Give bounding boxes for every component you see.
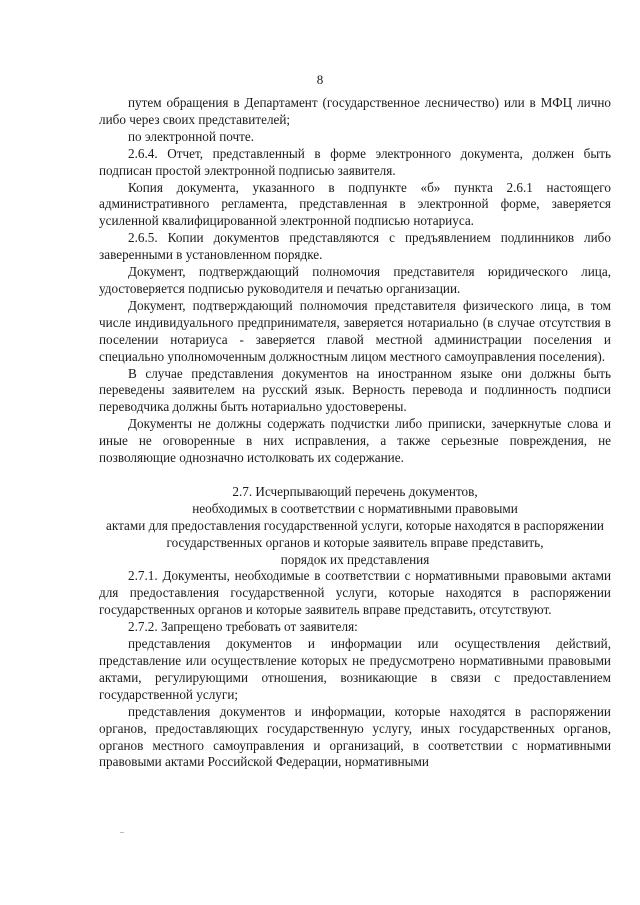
- document-body: [99, 95, 611, 771]
- paragraph: Документ, подтверждающий полномочия представителя юридического лица, удостоверяется подписью руководителя и печатью организации.: [99, 264, 611, 296]
- paragraph: представления документов и информации или осуществления действий, представление или осуществление которых не предусмотрено нормативными правовыми актами, регулирующими отношения, возникающие в связи с предоставлением государственной услуги;: [99, 636, 611, 702]
- paragraph: Документы не должны содержать подчистки либо приписки, зачеркнутые слова и иные не оговоренные в них исправления, а также серьезные повреждения, не позволяющие однозначно истолковать их содержание.: [99, 416, 611, 466]
- paragraph: 2.7.2. Запрещено требовать от заявителя:: [128, 619, 358, 635]
- paragraph: 2.6.5. Копии документов представляются с предъявлением подлинников либо заверенными в установленном порядке.: [99, 230, 611, 263]
- paragraph: представления документов и информации, которые находятся в распоряжении органов, предоставляющих государственную услугу, иных государственных органов, органов местного самоуправления и организаций, в соответствии с нормативными правовыми актами Российской Федерации, нормативными: [99, 703, 611, 770]
- paragraph: 2.6.4. Отчет, представленный в форме электронного документа, должен быть подписан простой электронной подписью заявителя.: [99, 145, 611, 178]
- section-title: [99, 484, 611, 569]
- paragraph: 2.7.1. Документы, необходимые в соответствии с нормативными правовыми актами для предоставления государственной услуги, которые находятся в распоряжении государственных органов и которые заявитель вправе представить, отсутствуют.: [99, 568, 611, 618]
- paragraph: В случае представления документов на иностранном языке они должны быть переведены заявителем на русский язык. Верность перевода и подлинность подписи переводчика должны быть нотариально удостоверены.: [99, 365, 611, 415]
- section-title-line: актами для предоставления государственной услуги, которые находятся в распоряжении государственных органов и которые заявитель вправе представить,: [106, 517, 604, 550]
- paragraph: по электронной почте.: [128, 128, 255, 144]
- section-title-line: необходимых в соответствии с нормативными правовыми: [192, 500, 518, 516]
- paragraph: Документ, подтверждающий полномочия представителя физического лица, в том числе индивидуального предпринимателя, заверяется нотариально (в случае отсутствия в поселении нотариуса - заверяется главой местной администрации поселения и специально уполномоченным должностным лицом местного самоуправления поселения).: [99, 297, 611, 364]
- scan-mark: [120, 832, 124, 833]
- paragraph: путем обращения в Департамент (государственное лесничество) или в МФЦ лично либо через своих представителей;: [99, 95, 611, 127]
- section-title-line: порядок их представления: [280, 551, 430, 567]
- paragraphs-before: [99, 95, 611, 467]
- paragraphs-after: [99, 568, 611, 771]
- page-number: 8: [316, 72, 324, 87]
- section-title-line: 2.7. Исчерпывающий перечень документов,: [232, 483, 478, 499]
- paragraph: Копия документа, указанного в подпункте «б» пункта 2.6.1 настоящего административного регламента, представленная в электронной форме, заверяется усиленной квалифицированной электронной подписью нотариуса.: [99, 179, 611, 229]
